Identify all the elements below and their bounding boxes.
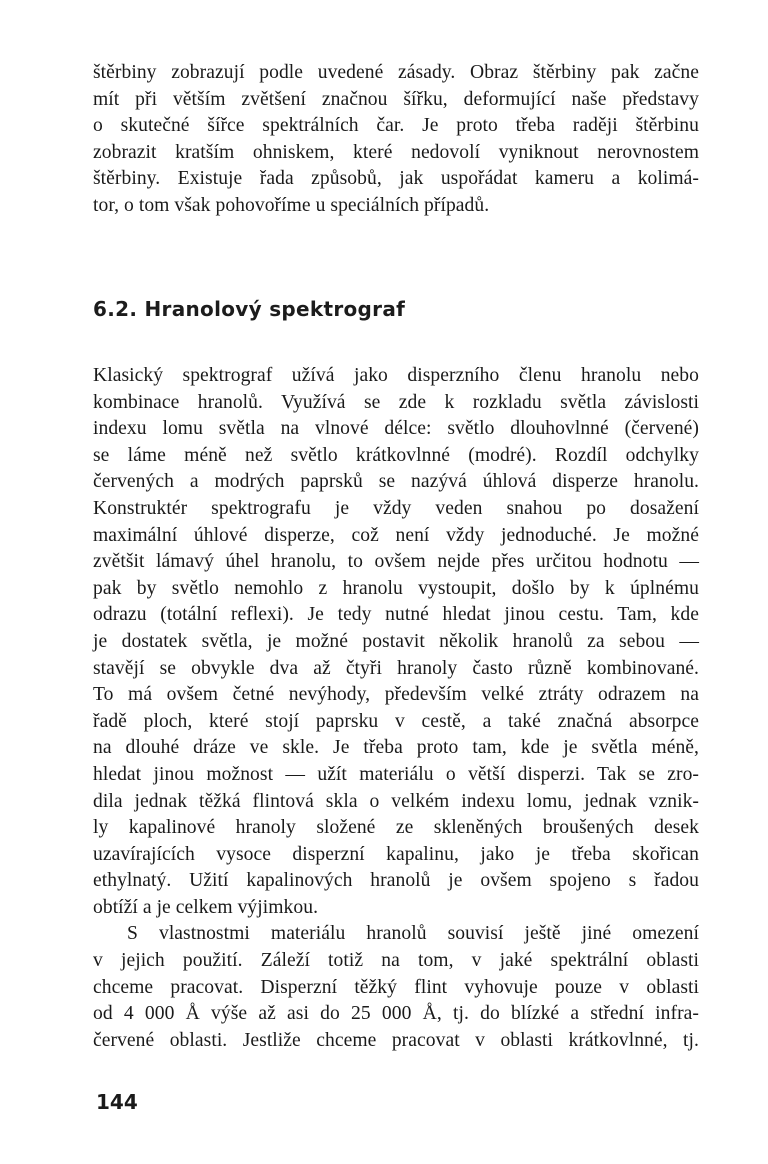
text-line: indexu lomu světla na vlnové délce: světlo dlouhovlnné (červené) [93,418,699,440]
text-line: zvětšit lámavý úhel hranolu, to ovšem nejde přes určitou hodnotu — [93,551,699,573]
text-line: v jejich použití. Záleží totiž na tom, v jaké spektrální oblasti [93,950,699,972]
continued-paragraph [93,60,699,220]
section-heading: 6.2. Hranolový spektrograf [93,297,406,321]
text-line: tor, o tom však pohovoříme u speciálních případů. [93,194,490,216]
text-line: maximální úhlové disperze, což není vždy jednoduché. Je možné [93,524,699,546]
text-line: je dostatek světla, je možné postavit několik hranolů za sebou — [93,630,699,652]
text-line: Konstruktér spektrografu je vždy veden snahou po dosažení [93,497,699,519]
text-line: obtíží a je celkem výjimkou. [93,896,319,918]
text-line: Klasický spektrograf užívá jako disperzního členu hranolu nebo [93,365,699,386]
text-line: na dlouhé dráze ve skle. Je třeba proto tam, kde je světla méně, [93,737,699,759]
text-line: štěrbiny. Existuje řada způsobů, jak uspořádat kameru a kolimá- [93,168,699,190]
paragraph-2 [93,921,699,1054]
paragraph-1 [93,363,699,921]
text-line: zobrazit kratším ohniskem, které nedovolí vyniknout nerovnostem [93,141,699,163]
text-line: štěrbiny zobrazují podle uvedené zásady. Obraz štěrbiny pak začne [93,62,699,83]
text-line: červené oblasti. Jestliže chceme pracovat v oblasti krátkovlnné, tj. [93,1029,699,1051]
text-line: chceme pracovat. Disperzní těžký flint vyhovuje pouze v oblasti [93,976,699,998]
text-line: řadě ploch, které stojí paprsku v cestě, a také značná absorpce [93,710,699,732]
text-line: ethylnatý. Užití kapalinových hranolů je ovšem spojeno s řadou [93,870,699,892]
text-line: ly kapalinové hranoly složené ze skleněných broušených desek [93,817,699,839]
text-line: odrazu (totální reflexi). Je tedy nutné hledat jinou cestu. Tam, kde [93,604,699,626]
text-line: se láme méně než světlo krátkovlnné (modré). Rozdíl odchylky [93,444,699,466]
text-line: dila jednak těžká flintová skla o velkém indexu lomu, jednak vznik- [93,790,699,812]
page-number: 144 [96,1090,138,1114]
text-line: To má ovšem četné nevýhody, především velké ztráty odrazem na [93,684,699,706]
section-body [93,363,699,1054]
text-line: červených a modrých paprsků se nazývá úhlová disperze hranolu. [93,471,699,493]
text-line: stavějí se obvykle dva až čtyři hranoly často různě kombinované. [93,657,699,679]
text-line: uzavírajících vysoce disperzní kapalinu, jako je třeba skořican [93,843,699,865]
text-line: o skutečné šířce spektrálních čar. Je proto třeba raději štěrbinu [93,115,699,137]
text-line: od 4 000 Å výše až asi do 25 000 Å, tj. do blízké a střední infra- [93,1003,699,1025]
text-line: kombinace hranolů. Využívá se zde k rozkladu světla závislosti [93,391,699,413]
text-line: S vlastnostmi materiálu hranolů souvisí ještě jiné omezení [127,923,699,945]
text-line: mít při větším zvětšení značnou šířku, deformující naše představy [93,88,699,110]
text-line: pak by světlo nemohlo z hranolu vystoupit, došlo by k úplnému [93,577,699,599]
text-line: hledat jinou možnost — užít materiálu o větší disperzi. Tak se zro- [93,763,699,785]
